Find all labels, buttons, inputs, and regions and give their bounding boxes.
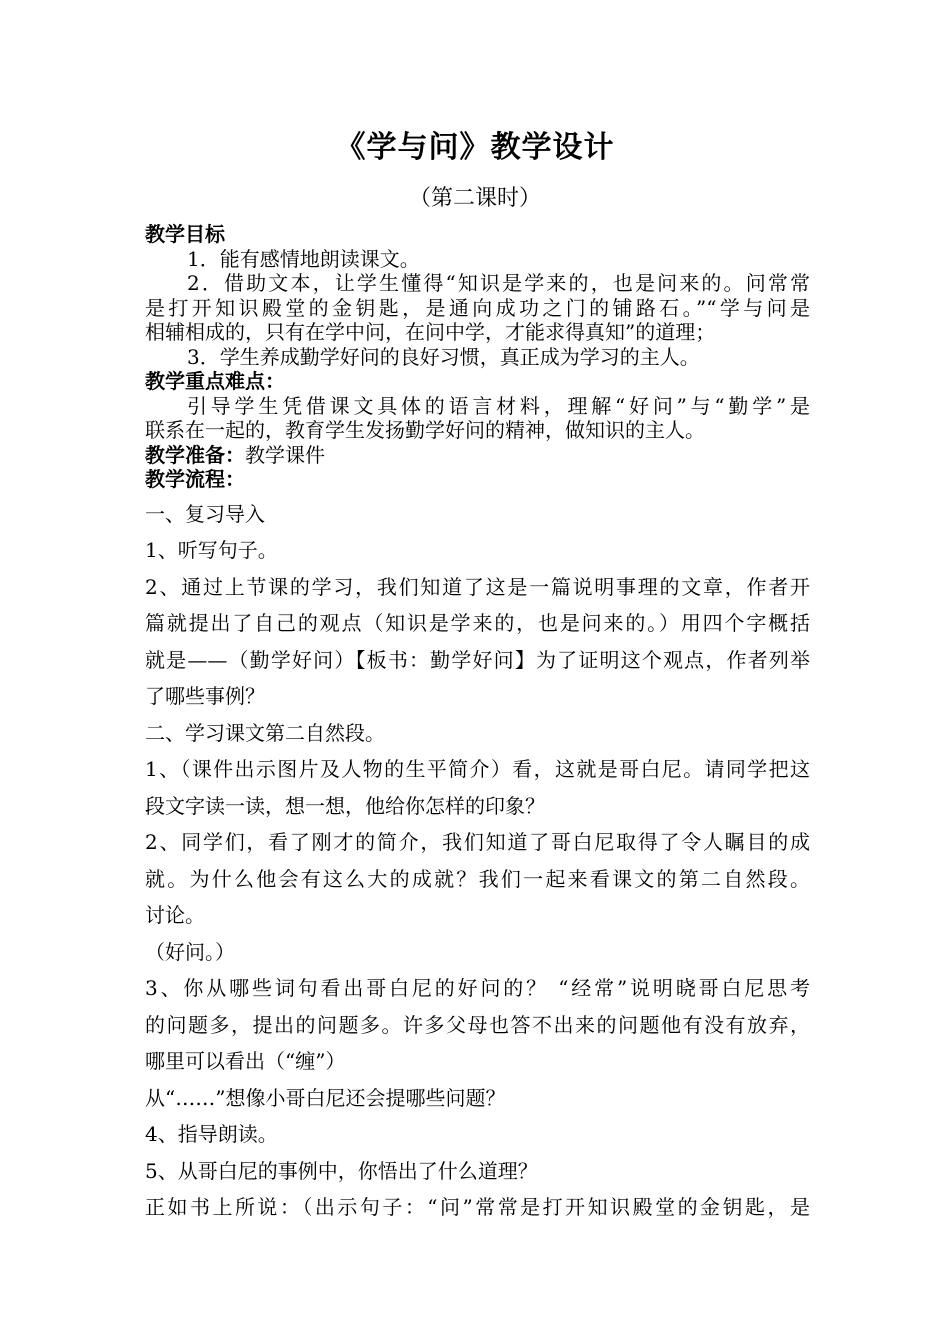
key-points-line-2: 联系在一起的，教育学生发扬勤学好问的精神，做知识的主人。 <box>145 418 705 442</box>
document-body <box>145 222 810 1226</box>
process-line: 2、通过上节课的学习，我们知道了这是一篇说明事理的文章，作者开 <box>145 574 810 599</box>
process-line: 的问题多，提出的问题多。许多父母也答不出来的问题他有没有放弃， <box>145 1012 810 1037</box>
process-line: 就是——（勤学好问）【板书：勤学好问】为了证明这个观点，作者列举 <box>145 647 810 672</box>
process-line: 正如书上所说：（出示句子：“问”常常是打开知识殿堂的金钥匙，是 <box>145 1195 810 1219</box>
process-heading: 教学流程： <box>145 467 245 491</box>
process-line: 就。为什么他会有这么大的成就？我们一起来看课文的第二自然段。 <box>145 866 810 891</box>
process-line: 哪里可以看出（“缠”） <box>145 1049 346 1073</box>
process-line: （好问。） <box>145 939 235 964</box>
process-line: 3、你从哪些词句看出哥白尼的好问的？ “经常”说明晓哥白尼思考 <box>145 976 810 1000</box>
process-line: 5、从哥白尼的事例中，你悟出了什么道理？ <box>145 1158 538 1183</box>
objective-item-1: 1．能有感情地朗读课文。 <box>187 246 420 271</box>
key-points-heading: 教学重点难点： <box>145 369 285 393</box>
process-line: 段文字读一读，想一想，他给你怎样的印象？ <box>145 793 545 818</box>
process-line: 二、学习课文第二自然段。 <box>145 720 385 745</box>
process-line: 讨论。 <box>145 903 205 927</box>
preparation-value: 教学课件 <box>245 442 325 467</box>
document-subtitle: （第二课时） <box>408 186 541 211</box>
process-line: 1、听写句子。 <box>145 538 278 562</box>
process-line: 了哪些事例？ <box>145 684 265 708</box>
process-line: 一、复习导入 <box>145 501 265 526</box>
preparation-heading: 教学准备： <box>145 442 245 467</box>
key-points-line-1: 引导学生凭借课文具体的语言材料，理解“好问”与“勤学”是 <box>187 393 810 418</box>
objective-item-2-line-2: 是打开知识殿堂的金钥匙，是通向成功之门的铺路石。”“学与问是 <box>145 295 810 320</box>
preparation-row <box>145 443 810 468</box>
objective-item-2-line-3: 相辅相成的，只有在学中问，在问中学，才能求得真知”的道理； <box>145 320 716 344</box>
document-title: 《学与问》教学设计 <box>335 130 615 165</box>
process-line: 1、（课件出示图片及人物的生平简介）看，这就是哥白尼。请同学把这 <box>145 757 810 781</box>
process-line: 2、同学们，看了刚才的简介，我们知道了哥白尼取得了令人瞩目的成 <box>145 830 810 854</box>
process-line: 篇就提出了自己的观点（知识是学来的，也是问来的。）用四个字概括 <box>145 611 810 635</box>
process-line: 4、指导朗读。 <box>145 1122 278 1146</box>
process-line: 从“……”想像小哥白尼还会提哪些问题？ <box>145 1085 506 1110</box>
objectives-heading: 教学目标 <box>145 222 225 246</box>
objective-item-2-line-1: 2．借助文本，让学生懂得“知识是学来的，也是问来的。问常常 <box>187 271 810 295</box>
objective-item-3: 3．学生养成勤学好问的良好习惯，真正成为学习的主人。 <box>187 344 700 369</box>
